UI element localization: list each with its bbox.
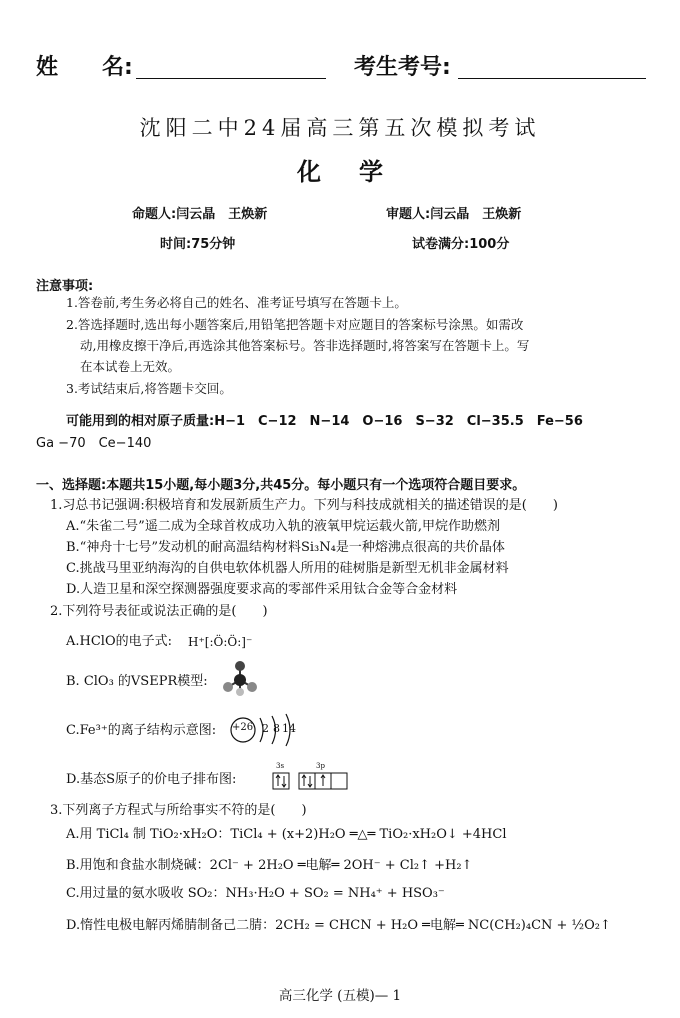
q3-stem: 3.下列离子方程式与所给事实不符的是( ) (50, 803, 307, 818)
q1-option-a: A.“朱雀二号”遥二成为全球首枚成功入轨的液氧甲烷运载火箭,甲烷作助燃剂 (66, 519, 500, 534)
atomic-mass-line-2: Ga −70 Ce−140 (36, 436, 152, 451)
q1-stem: 1.习总书记强调:积极培育和发展新质生产力。下列与科技成就相关的描述错误的是( ) (50, 498, 558, 513)
subject-title: 化学 (297, 158, 421, 186)
q2-option-c: C.Fe³⁺的离子结构示意图: (66, 723, 217, 738)
time-info: 时间:75分钟 (160, 237, 236, 252)
student-info-header (36, 50, 646, 84)
notice-item-1: 1.答卷前,考生务必将自己的姓名、准考证号填写在答题卡上。 (66, 295, 407, 310)
reviewer-info: 审题人:闫云晶 王焕新 (386, 207, 522, 222)
fe3-shell-2: 8 (273, 722, 280, 735)
q1-option-d: D.人造卫星和深空探测器强度要求高的零部件采用钛合金等合金材料 (66, 582, 458, 597)
q1-option-c: C.挑战马里亚纳海沟的自供电软体机器人所用的硅树脂是新型无机非金属材料 (66, 561, 509, 576)
hclo-electron-formula: H⁺[:Ö:Ö:]⁻ (188, 635, 253, 649)
section-1-title: 一、选择题:本题共15小题,每小题3分,共45分。每小题只有一个选项符合题目要求。 (36, 478, 526, 493)
vsepr-model-icon (220, 660, 260, 700)
exam-number-blank-line[interactable] (458, 78, 646, 79)
fe3-shell-3: 14 (282, 722, 296, 735)
name-label: 姓 名: (36, 55, 133, 80)
notice-title: 注意事项: (36, 279, 94, 294)
q2-stem: 2.下列符号表征或说法正确的是( ) (50, 604, 268, 619)
notice-item-2a: 2.答选择题时,选出每小题答案后,用铅笔把答题卡对应题目的答案标号涂黑。如需改 (66, 317, 524, 332)
author-info: 命题人:闫云晶 王焕新 (132, 207, 268, 222)
fe3-ion-structure-icon (228, 712, 298, 748)
score-info: 试卷满分:100分 (412, 237, 510, 252)
q3-option-d: D.惰性电极电解丙烯腈制备己二腈：2CH₂ = CHCN + H₂O ═电解═ NC(CH₂)₄CN + ½O₂↑ (66, 918, 611, 933)
fe3-shell-1: 2 (262, 722, 269, 735)
q3-option-c: C.用过量的氨水吸收 SO₂：NH₃·H₂O + SO₂ = NH₄⁺ + HSO₃⁻ (66, 886, 445, 901)
sulfur-orbital-diagram-icon (272, 762, 352, 792)
q2-option-b: B. ClO₃ 的VSEPR模型: (66, 674, 208, 689)
q2-option-a: A.HClO的电子式: (66, 634, 172, 649)
q3-option-b: B.用饱和食盐水制烧碱：2Cl⁻ + 2H₂O ═电解═ 2OH⁻ + Cl₂↑ +H₂↑ (66, 858, 473, 873)
page-footer: 高三化学 (五模)— 1 (278, 988, 402, 1004)
q3-option-a: A.用 TiCl₄ 制 TiO₂·xH₂O：TiCl₄ + (x+2)H₂O ═△═ TiO₂·xH₂O↓ +4HCl (66, 827, 507, 842)
q2-option-d: D.基态S原子的价电子排布图: (66, 772, 237, 787)
notice-item-2c: 在本试卷上无效。 (80, 359, 181, 374)
atomic-mass-line-1: 可能用到的相对原子质量:H−1 C−12 N−14 O−16 S−32 Cl−35.5 Fe−56 (66, 414, 583, 429)
q1-option-b: B.“神舟十七号”发动机的耐高温结构材料Si₃N₄是一种熔沸点很高的共价晶体 (66, 540, 505, 555)
notice-item-2b: 动,用橡皮擦干净后,再选涂其他答案标号。答非选择题时,将答案写在答题卡上。写 (80, 338, 530, 353)
orbital-3s-label: 3s (276, 762, 285, 770)
exam-title: 沈阳二中24届高三第五次模拟考试 (139, 116, 541, 140)
orbital-3p-label: 3p (316, 762, 325, 770)
exam-number-label: 考生考号: (354, 55, 451, 80)
fe3-nucleus-charge: +26 (232, 722, 254, 733)
notice-item-3: 3.考试结束后,将答题卡交回。 (66, 381, 232, 396)
name-blank-line[interactable] (136, 78, 326, 79)
